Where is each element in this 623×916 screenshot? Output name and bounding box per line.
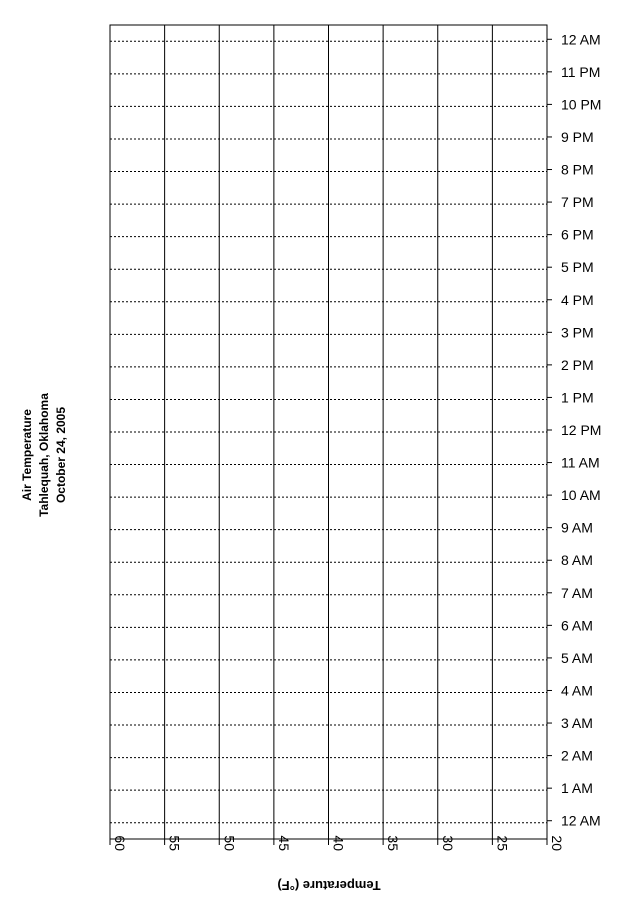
- chart-title: [20, 393, 68, 517]
- time-tick-label: 8 PM: [561, 161, 594, 178]
- temperature-axis-ticks: [110, 835, 565, 851]
- temperature-tick-label: 45: [275, 835, 292, 851]
- time-tick-label: 10 PM: [561, 96, 602, 113]
- time-tick-label: 4 AM: [561, 682, 593, 699]
- title-line-place: Tahlequah, Oklahoma: [37, 393, 51, 517]
- time-tick-label: 1 AM: [561, 780, 593, 797]
- time-tick-label: 9 PM: [561, 128, 594, 145]
- time-tick-label: 2 PM: [561, 356, 594, 373]
- time-tick-label: 4 PM: [561, 291, 594, 308]
- time-tick-label: 5 PM: [561, 259, 594, 276]
- time-tick-label: 7 PM: [561, 194, 594, 211]
- time-tick-label: 3 PM: [561, 324, 594, 341]
- time-tick-label: 12 AM: [561, 31, 601, 48]
- temperature-tick-label: 20: [549, 835, 565, 851]
- title-line-date: October 24, 2005: [54, 406, 68, 504]
- temperature-tick-label: 55: [166, 835, 183, 851]
- time-tick-label: 8 AM: [561, 552, 593, 569]
- x-axis-label: Temperature (°F): [277, 878, 381, 893]
- time-tick-label: 6 PM: [561, 226, 594, 243]
- time-tick-label: 3 AM: [561, 715, 593, 732]
- time-tick-label: 7 AM: [561, 584, 593, 601]
- time-tick-label: 12 AM: [561, 812, 601, 829]
- time-tick-label: 9 AM: [561, 519, 593, 536]
- time-tick-label: 11 PM: [561, 63, 601, 80]
- temperature-tick-label: 35: [385, 835, 402, 851]
- temperature-tick-label: 25: [494, 835, 511, 851]
- time-tick-label: 12 PM: [561, 422, 602, 438]
- temperature-tick-label: 30: [439, 835, 456, 851]
- time-tick-label: 6 AM: [561, 617, 593, 634]
- temperature-tick-label: 50: [221, 835, 238, 851]
- time-tick-label: 1 PM: [561, 389, 594, 406]
- time-tick-label: 10 AM: [561, 487, 601, 504]
- time-axis-ticks: [547, 31, 601, 828]
- temperature-tick-label: 60: [112, 835, 128, 851]
- title-line-location-label: Air Temperature: [20, 409, 34, 501]
- time-tick-label: 5 AM: [561, 649, 593, 666]
- time-tick-label: 11 AM: [561, 454, 600, 471]
- time-tick-label: 2 AM: [561, 747, 593, 764]
- temperature-tick-label: 40: [330, 835, 347, 851]
